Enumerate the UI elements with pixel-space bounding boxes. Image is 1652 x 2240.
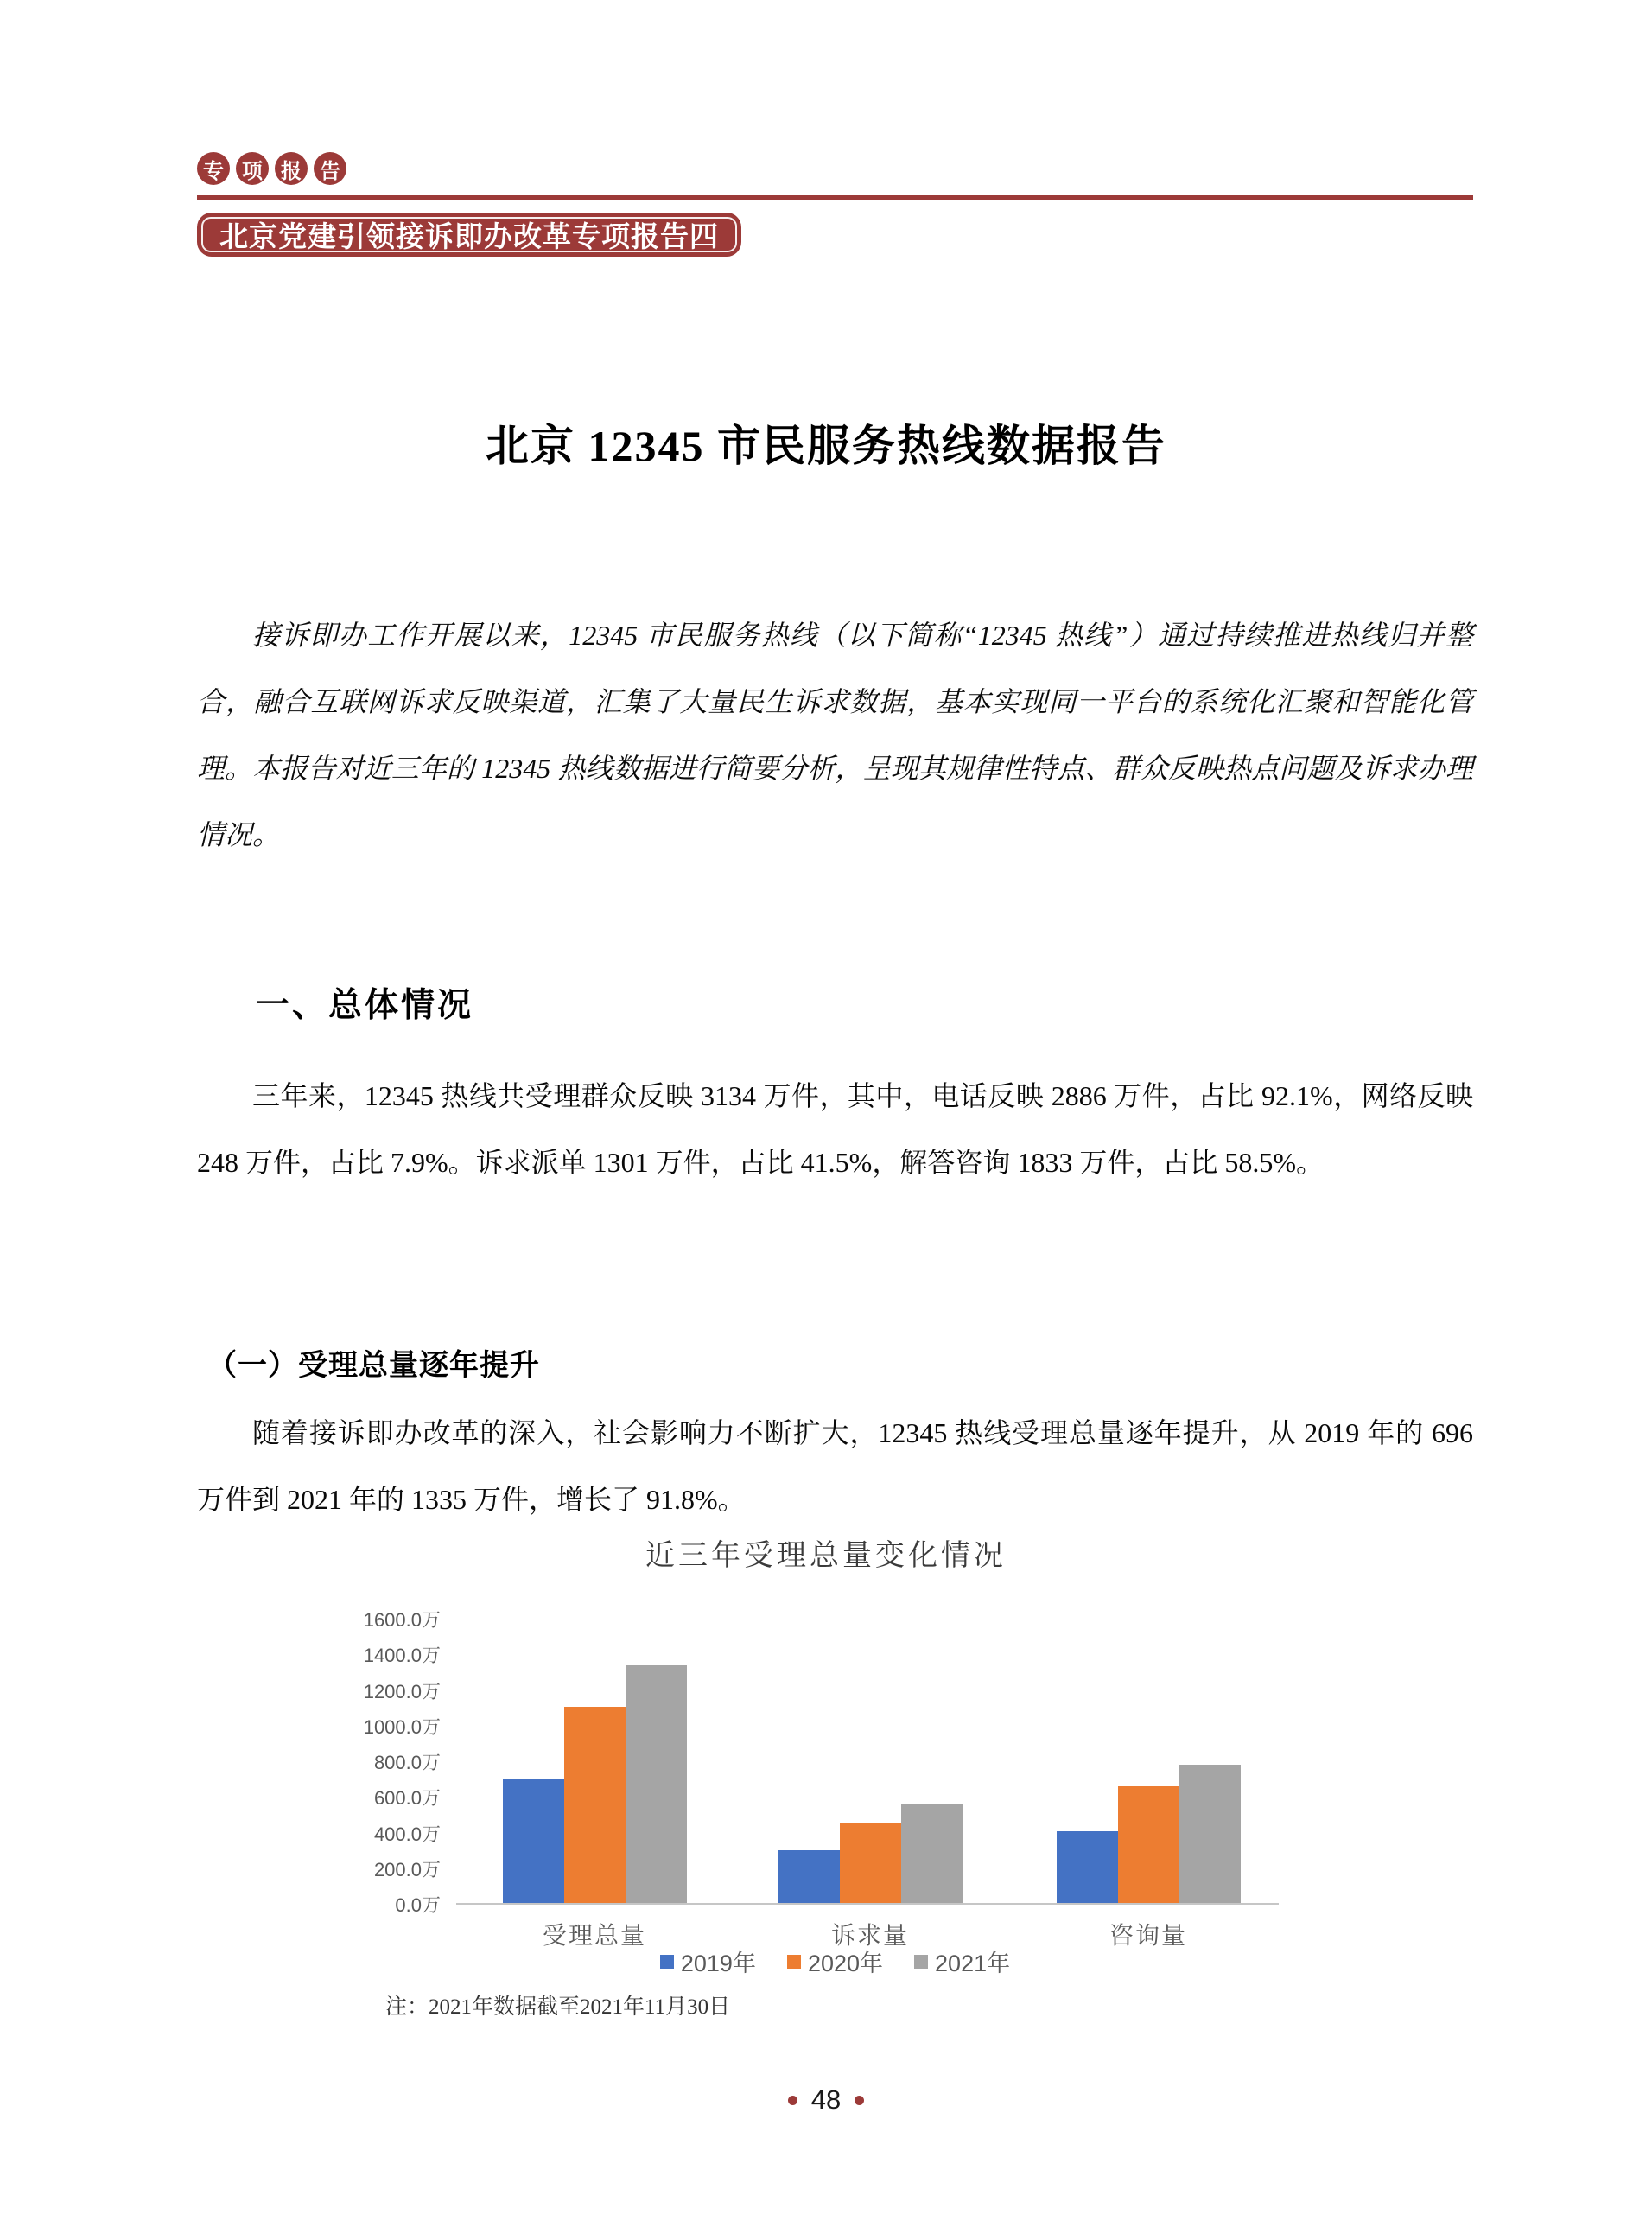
y-tick-label: 400.0万 — [373, 1823, 441, 1845]
chart-plot-area — [363, 1609, 1277, 1949]
legend-swatch — [914, 1955, 928, 1969]
page-number-value: 48 — [810, 2084, 842, 2115]
y-tick-label: 200.0万 — [373, 1858, 441, 1880]
legend-item-0 — [660, 1944, 756, 1978]
y-tick-label: 1000.0万 — [363, 1715, 441, 1738]
y-tick-label: 1600.0万 — [363, 1609, 441, 1631]
x-category-label: 受理总量 — [542, 1922, 647, 1949]
legend-swatch — [787, 1955, 801, 1969]
y-tick-label: 1200.0万 — [363, 1680, 441, 1702]
legend-label: 2021年 — [935, 1950, 1011, 1976]
section-heading: 一、总体情况 — [256, 987, 474, 1025]
legend-item-1 — [787, 1944, 883, 1978]
x-category-label: 咨询量 — [1109, 1922, 1188, 1949]
bar-series1-group1 — [840, 1823, 901, 1903]
subsection-paragraph: 随着接诉即办改革的深入，社会影响力不断扩大，12345 热线受理总量逐年提升，从 2019 年的 696 万件到 2021 年的 1335 万件，增长了 91.8%。 — [197, 1417, 1473, 1515]
stamp-char: 专 — [197, 152, 230, 185]
bar-series0-group2 — [1057, 1831, 1118, 1903]
x-axis-line — [456, 1903, 1279, 1905]
bar-series2-group1 — [901, 1804, 963, 1903]
y-tick-label: 1400.0万 — [363, 1645, 441, 1667]
stamp-char: 报 — [275, 152, 308, 185]
chart-title: 近三年受理总量变化情况 — [645, 1539, 1007, 1572]
legend-label: 2020年 — [807, 1950, 884, 1976]
section-paragraph: 三年来，12345 热线共受理群众反映 3134 万件，其中，电话反映 2886 万件，占比 92.1%，网络反映 248 万件，占比 7.9%。诉求派单 1301 万件，占比 41.5%，解答咨询 1833 万件，占比 58.5%。 — [197, 1080, 1473, 1178]
bar-series1-group2 — [1118, 1786, 1179, 1903]
y-tick-label: 600.0万 — [373, 1787, 441, 1810]
bar-series0-group0 — [503, 1779, 564, 1903]
bar-series2-group2 — [1179, 1765, 1241, 1903]
stamp-char: 告 — [314, 152, 346, 185]
series-badge-label: 北京党建引领接诉即办改革专项报告四 — [219, 220, 719, 252]
bar-series2-group0 — [626, 1665, 687, 1903]
page-title: 北京 12345 市民服务热线数据报告 — [486, 421, 1166, 470]
bar-group-2 — [1057, 1618, 1241, 1903]
y-tick-label: 800.0万 — [373, 1752, 441, 1773]
chart-note: 注：2021年数据截至2021年11月30日 — [385, 1995, 731, 2019]
intro-paragraph: 接诉即办工作开展以来，12345 市民服务热线（以下简称“12345 热线”）通过持续推进热线归并整合，融合互联网诉求反映渠道，汇集了大量民生诉求数据，基本实现同一平台的系统化汇聚和智能化管理。本报告对近三年的 12345 热线数据进行简要分析，呈现其规律性特点、群众反映热点问题及诉求办理情况。 — [197, 620, 1473, 850]
subsection-heading: （一）受理总量逐年提升 — [207, 1349, 540, 1382]
page-number-dot — [788, 2096, 797, 2105]
bar-group-0 — [503, 1618, 687, 1903]
bar-series1-group0 — [564, 1707, 626, 1903]
chart-legend — [197, 1944, 1473, 1978]
page-number — [0, 2084, 1652, 2116]
legend-item-2 — [914, 1944, 1010, 1978]
x-category-label: 诉求量 — [830, 1922, 910, 1949]
bar-group-1 — [778, 1618, 963, 1903]
page-number-dot — [855, 2096, 864, 2105]
legend-label: 2019年 — [680, 1950, 756, 1976]
stamp-char: 项 — [236, 152, 269, 185]
bar-series0-group1 — [778, 1850, 840, 1903]
y-tick-label: 0.0万 — [395, 1894, 441, 1916]
legend-swatch — [660, 1955, 674, 1969]
